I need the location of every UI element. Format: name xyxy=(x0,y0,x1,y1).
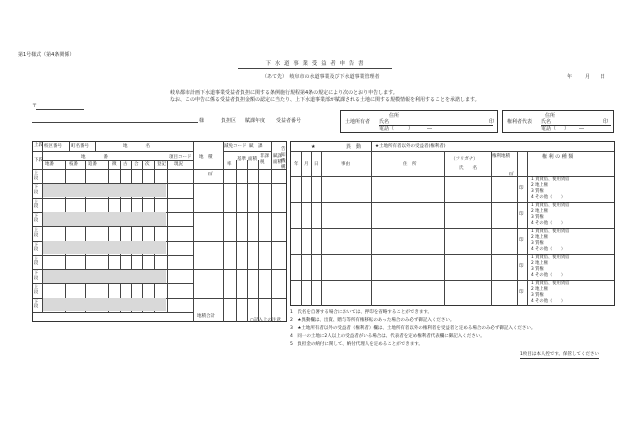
district-label: 負担区 xyxy=(221,118,237,124)
col-furigana: （フリガナ） xyxy=(451,157,478,162)
rights-role: 権利者代表 xyxy=(507,119,533,125)
rights-type-option[interactable]: 3 質権 xyxy=(531,241,544,246)
land-table xyxy=(32,141,287,322)
col-month: 月 xyxy=(304,162,309,167)
rights-type-option[interactable]: 2 地上権 xyxy=(531,261,548,266)
col-rights-area: 権利地積 xyxy=(492,154,510,159)
land-row-line xyxy=(33,283,193,284)
col-sub-5: 合 xyxy=(134,162,139,167)
rights-type-option[interactable]: 4 その他（ ） xyxy=(531,247,566,252)
col-day: 日 xyxy=(314,162,319,167)
col-ratio: 率 xyxy=(227,162,232,167)
land-row-line xyxy=(33,198,193,199)
col-rights-header: ★土地所有者以外の受益者(権利者) xyxy=(375,144,446,149)
note-1: 1 氏名を自署する場合においては、押印を省略することができます。 xyxy=(290,310,433,315)
rights-type-option[interactable]: 1 貸貸借、使用貸借 xyxy=(531,281,570,286)
postal-mark: 〒 xyxy=(32,103,38,109)
rights-row-marker: 印 xyxy=(519,238,524,243)
land-row-label: 上段 xyxy=(34,198,39,209)
hdr-line-1 xyxy=(33,151,193,152)
land-row-line xyxy=(33,226,193,227)
rights-name-label: 氏名 xyxy=(541,119,552,125)
rights-type-option[interactable]: 1 貸貸借、使用貸借 xyxy=(531,255,570,260)
rights-type-option[interactable]: 3 質権 xyxy=(531,293,544,298)
date-month: 月 xyxy=(585,74,591,80)
owner-box xyxy=(340,110,498,133)
rights-type-option[interactable]: 1 貸貸借、使用貸借 xyxy=(531,203,570,208)
keep-copy-note: 1枚目は本人控です。保管してください xyxy=(520,352,600,357)
col-year: 年 xyxy=(294,162,299,167)
rights-phone-dash: ― xyxy=(579,126,585,132)
note-4: 4 同一の土地に2人以上の受益者がいる場合は、代表者を定め権利者代表欄に御記入ください。 xyxy=(290,334,485,339)
col-sub-4: 古 xyxy=(123,162,128,167)
rights-phone[interactable] xyxy=(541,126,584,132)
owner-phone-mid: ） xyxy=(408,126,414,132)
land-row-shade xyxy=(43,298,166,311)
col-town: 町名番号 xyxy=(71,144,89,149)
col-levy-area: 賦課面積 xyxy=(273,154,282,165)
rights-type-option[interactable]: 3 質権 xyxy=(531,189,544,194)
title-underline xyxy=(238,68,392,69)
col-sub-6: 次 xyxy=(145,162,150,167)
rights-type-option[interactable]: 3 質権 xyxy=(531,215,544,220)
col-register: 登記 xyxy=(157,162,166,167)
col-place: 地 名 xyxy=(123,144,150,149)
rights-type-option[interactable]: 1 貸貸借、使用貸借 xyxy=(531,177,570,182)
owner-phone-dash: ― xyxy=(427,126,433,132)
land-row-label: 上段 xyxy=(34,255,39,266)
col-memo: 告知機構 xyxy=(281,147,286,170)
rights-row-marker: 印 xyxy=(519,290,524,295)
rights-type-option[interactable]: 3 質権 xyxy=(531,267,544,272)
land-row-label: 下段 xyxy=(34,298,39,309)
rights-row-marker: 印 xyxy=(519,264,524,269)
col-line-k xyxy=(223,142,224,322)
land-row-label: 下段 xyxy=(34,270,39,280)
rights-seal: 印 xyxy=(603,119,609,125)
rights-row-marker: 印 xyxy=(519,212,524,217)
rights-type-option[interactable]: 2 地上権 xyxy=(531,209,548,214)
address-line-field[interactable] xyxy=(32,122,198,123)
land-row-line xyxy=(33,169,193,170)
hdr-line-4 xyxy=(223,151,271,152)
rights-address-label: 住所 xyxy=(545,113,556,119)
col-reason2: 事由 xyxy=(341,162,350,167)
col-address: 住 所 xyxy=(403,162,417,167)
rights-phone-prefix: 電話（ xyxy=(541,126,557,132)
col-rights-unit: ㎡ xyxy=(509,172,514,177)
col-rights-type: 権 利 の 種 類 xyxy=(542,154,574,160)
col-sub-1: 枝番 xyxy=(69,162,78,167)
col-reduce: 減免コード xyxy=(224,144,247,149)
form-id: 第1号様式（第4条関係） xyxy=(18,52,75,58)
land-row-shade xyxy=(43,184,166,197)
col-line-o xyxy=(271,142,272,322)
land-row-shade xyxy=(43,212,166,225)
rights-phone-mid: ） xyxy=(564,126,570,132)
owner-role: 土地所有者 xyxy=(345,119,371,125)
form-title: 下 水 道 事 業 受 益 者 申 告 書 xyxy=(265,61,365,67)
intro-line-1: 岐阜都市計画下水道事業受益者負担に関する条例施行規程第4条の規定により次のとおり申告します。 xyxy=(170,90,398,96)
note-5: 5 負担金の納付に関して、納付代理人を定めることができます。 xyxy=(290,342,423,347)
col-basis: 基準 xyxy=(237,157,246,162)
row-head-bottom: 下段 xyxy=(34,158,43,163)
col-area: 地 積 xyxy=(199,155,213,160)
rights-type-option[interactable]: 2 地上権 xyxy=(531,235,548,240)
col-reason: 異 動 xyxy=(346,144,362,150)
owner-phone-prefix: 電話（ xyxy=(379,126,395,132)
land-row-line xyxy=(33,255,193,256)
col-star: ★ xyxy=(311,144,316,150)
owner-name-label: 氏名 xyxy=(379,119,390,125)
date-year: 年 xyxy=(567,74,573,80)
rights-row-marker: 印 xyxy=(519,186,524,191)
postal-code-field[interactable] xyxy=(36,109,84,110)
land-row-shade xyxy=(43,270,166,283)
owner-phone[interactable] xyxy=(379,126,432,132)
rights-type-option[interactable]: 2 地上権 xyxy=(531,287,548,292)
rights-type-option[interactable]: 4 その他（ ） xyxy=(531,221,566,226)
number-label: 受益者番号 xyxy=(276,118,302,124)
rights-table xyxy=(290,141,615,306)
land-row-label: 上段 xyxy=(34,170,39,180)
notes-heading: ○記入上の注意 xyxy=(250,318,281,323)
col-line-j xyxy=(193,142,194,322)
land-row-label: 下段 xyxy=(34,241,39,251)
date-day: 日 xyxy=(600,74,606,80)
note-3: 3 ★土地所有者以外の受益者（権利者）欄は、土地所有者以外の権利者を受益者と定める場合のみ必ず御記入ください。 xyxy=(290,326,536,331)
rights-type-option[interactable]: 4 その他（ ） xyxy=(531,273,566,278)
land-row-label: 上段 xyxy=(34,284,39,294)
note-2: 2 ★異動欄は、出資、贈与等所有権移転のあった場合のみ必ず御記入ください。 xyxy=(290,318,455,323)
col-area-calc: 面積 xyxy=(248,157,257,162)
col-sub-2: 追番 xyxy=(88,162,97,167)
r-hdr-line-1 xyxy=(291,151,614,152)
land-row-label: 上段 xyxy=(34,227,39,237)
total-line xyxy=(33,312,193,313)
owner-name-field[interactable] xyxy=(379,119,493,126)
area-total: 地積合計 xyxy=(197,314,215,319)
r-col-1 xyxy=(371,142,372,306)
rights-type-option[interactable]: 4 その他（ ） xyxy=(531,299,566,304)
address-suffix: 様 xyxy=(199,118,205,124)
col-levy: 賦 課 xyxy=(249,144,263,149)
owner-seal: 印 xyxy=(489,119,495,125)
rights-type-option[interactable]: 4 その他（ ） xyxy=(531,195,566,200)
addressee: （あて先） 岐阜市の水道事業及び下水道事業管理者 xyxy=(262,74,380,80)
col-name: 氏 名 xyxy=(459,166,477,171)
hdr-v2 xyxy=(69,142,70,151)
owner-address-label: 住所 xyxy=(389,113,400,119)
intro-line-2: なお、この申告に係る受益者負担金額の認定に当たり、上下水道事業部が賦課される土地に関する規模情報を利用することを承諾します。 xyxy=(170,97,480,103)
rights-name-field[interactable] xyxy=(541,119,611,126)
col-chiban: 地番 xyxy=(45,162,54,167)
hdr-v3 xyxy=(95,142,96,151)
col-nonlevy: 非課税 xyxy=(260,154,269,165)
row-head-top: 上段 xyxy=(34,143,43,148)
col-item-code: 項目コード xyxy=(169,155,192,160)
col-lot-no: 地 番 xyxy=(81,155,108,160)
land-row-label: 下段 xyxy=(34,184,39,194)
col-sub-3: 徴 xyxy=(112,162,117,167)
col-other: 現況 xyxy=(174,162,183,167)
rights-type-option[interactable]: 2 地上権 xyxy=(531,183,548,188)
land-row-shade xyxy=(43,241,166,254)
col-area-unit: ㎡ xyxy=(208,172,213,177)
rights-type-option[interactable]: 1 貸貸借、使用貸借 xyxy=(531,229,570,234)
col-lot: 校区番号 xyxy=(44,144,62,149)
rights-representative-box xyxy=(502,110,614,133)
year-label: 賦課年度 xyxy=(245,118,266,124)
land-row-label: 下段 xyxy=(34,212,39,223)
